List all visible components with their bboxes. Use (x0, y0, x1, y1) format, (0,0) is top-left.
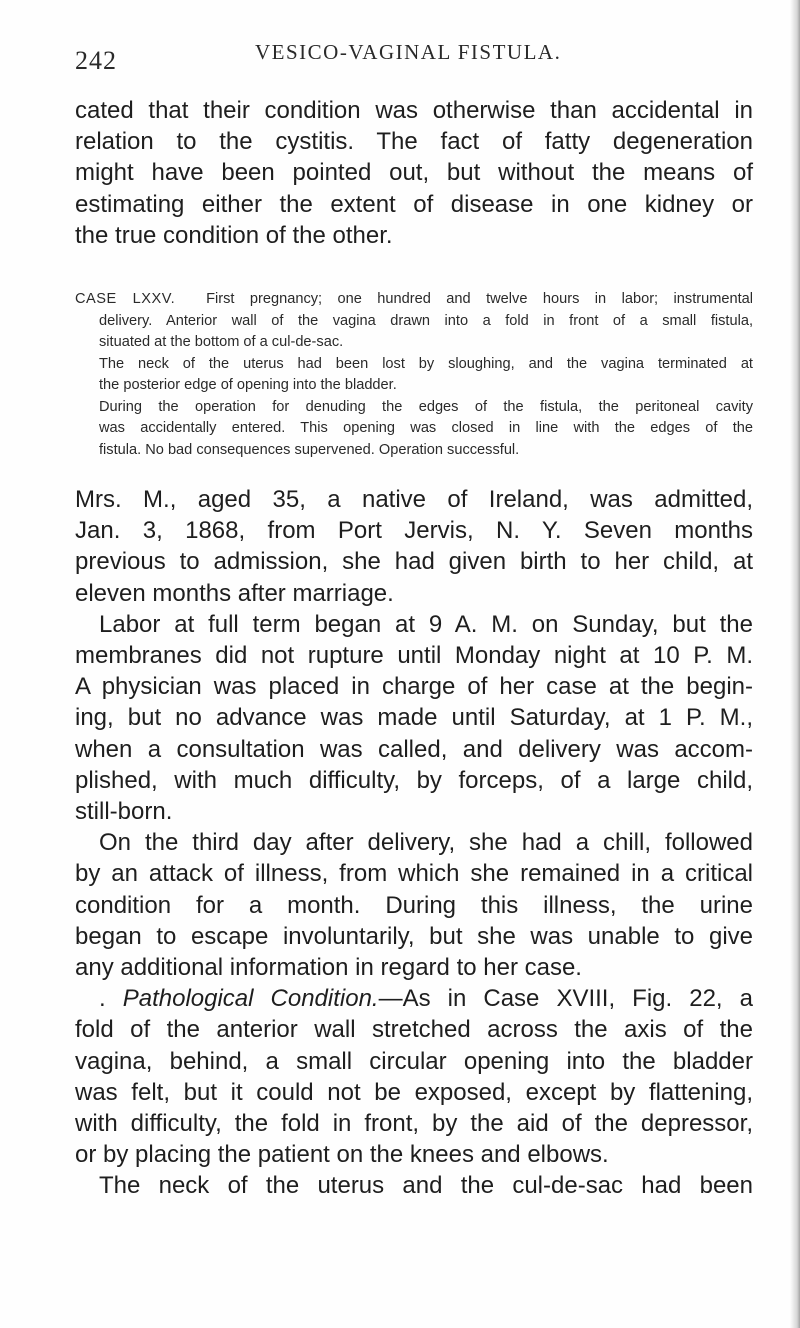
case-summary-line: situated at the bottom of a cul-de-sac. (99, 334, 344, 350)
text-line: On the third day after delivery, she had a chill, followed (99, 829, 753, 857)
text-line: when a consultation was called, and delivery was accom- (75, 735, 753, 763)
text-line: any additional information in regard to her case. (75, 954, 582, 982)
text-line: previous to admission, she had given birth to her child, at (75, 548, 753, 576)
text-line: began to escape involuntarily, but she was unable to give (75, 922, 753, 950)
text-line: was felt, but it could not be exposed, except by flattening, (75, 1078, 753, 1106)
text-line: A physician was placed in charge of her case at the begin- (75, 673, 753, 701)
intro-paragraph (75, 95, 753, 251)
case-summary-line: The neck of the uterus had been lost by sloughing, and the vagina terminated at (99, 355, 753, 372)
text-line: with difficulty, the fold in front, by the aid of the depressor, (75, 1110, 753, 1138)
text-line: vagina, behind, a small circular opening into the bladder (75, 1047, 753, 1075)
pathological-first-line (75, 983, 753, 1014)
text-line: might have been pointed out, but without the means of (75, 159, 753, 187)
pathological-heading: Pathological Condition. (122, 985, 379, 1013)
page-number: 242 (75, 46, 117, 75)
text-line: The neck of the uterus and the cul-de-sac had been (99, 1172, 753, 1200)
text-line: cated that their condition was otherwise than accidental in (75, 97, 753, 124)
text-line: eleven months after marriage. (75, 579, 394, 607)
pathological-lead: . (99, 985, 123, 1013)
text-line: Mrs. M., aged 35, a native of Ireland, was admitted, (75, 486, 753, 513)
case-summary-text: First pregnancy; one hundred and twelve hours in labor; instrumental (206, 291, 754, 307)
case-summary-line: fistula. No bad consequences supervened. Operation successful. (99, 441, 520, 458)
text-line: or by placing the patient on the knees and elbows. (75, 1141, 609, 1169)
text-line: fold of the anterior wall stretched across the axis of the (75, 1016, 753, 1044)
case-narrative (75, 484, 753, 1202)
case-summary-line: the posterior edge of opening into the bladder. (99, 377, 397, 393)
pathological-first-text: —As in Case XVIII, Fig. 22, a (378, 985, 753, 1013)
text-line: condition for a month. During this illness, the urine (75, 891, 753, 919)
text-line: ing, but no advance was made until Saturday, at 1 P. M., (75, 704, 753, 732)
text-line: Jan. 3, 1868, from Port Jervis, N. Y. Seven months (75, 517, 753, 545)
page-edge-shadow (790, 0, 800, 1328)
text-line: estimating either the extent of disease in one kidney or (75, 190, 753, 218)
text-line: by an attack of illness, from which she remained in a critical (75, 860, 753, 888)
text-line: membranes did not rupture until Monday night at 10 P. M. (75, 642, 753, 670)
case-title: CASE LXXV. (75, 291, 176, 307)
text-line: the true condition of the other. (75, 221, 393, 249)
page-header (75, 40, 715, 75)
running-head: VESICO-VAGINAL FISTULA. (255, 40, 562, 64)
text-line: still-born. (75, 798, 173, 826)
case-summary-first-line (75, 289, 753, 311)
case-summary-line: was accidentally entered. This opening was closed in line with the edges of the (99, 420, 753, 436)
case-summary (75, 289, 753, 461)
text-line: relation to the cystitis. The fact of fatty degeneration (75, 128, 753, 156)
case-summary-line: delivery. Anterior wall of the vagina drawn into a fold in front of a small fistula, (99, 312, 753, 329)
text-line: Labor at full term began at 9 A. M. on Sunday, but the (99, 610, 753, 638)
case-summary-line: During the operation for denuding the edges of the fistula, the peritoneal cavity (99, 398, 753, 415)
text-line: plished, with much difficulty, by forceps, of a large child, (75, 766, 753, 794)
